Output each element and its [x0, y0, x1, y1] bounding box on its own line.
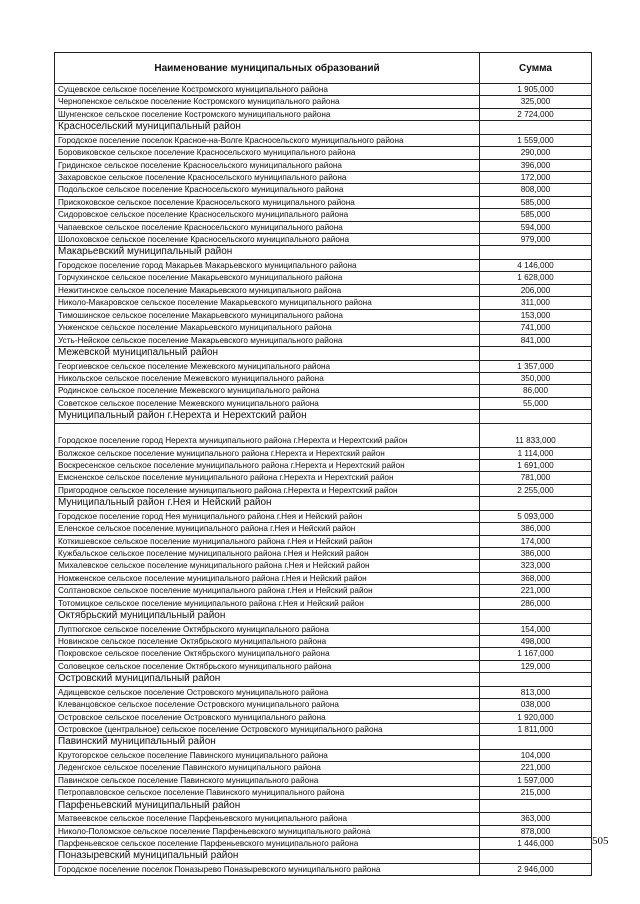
- table-row: [55, 147, 592, 159]
- amount-cell: 396,000: [480, 159, 592, 171]
- table-row: [55, 397, 592, 409]
- municipality-name-cell: Адищевское сельское поселение Островского муниципального района: [55, 686, 480, 698]
- amount-cell: 1 691,000: [480, 459, 592, 471]
- amount-cell: 1 597,000: [480, 774, 592, 786]
- page-number: 505: [592, 835, 609, 847]
- table-row: [55, 196, 592, 208]
- municipality-name-cell: Усть-Нейское сельское поселение Макарьевского муниципального района: [55, 334, 480, 346]
- district-name-cell: Поназыревский муниципальный район: [55, 850, 480, 864]
- table-row: [55, 585, 592, 597]
- district-group-row: [55, 799, 592, 813]
- district-name-cell: Парфеньевский муниципальный район: [55, 799, 480, 813]
- table-row: [55, 234, 592, 246]
- table-row: [55, 838, 592, 850]
- amount-cell: 841,000: [480, 334, 592, 346]
- municipal-sums-table: [54, 52, 592, 876]
- table-row: [55, 459, 592, 471]
- amount-cell: 2 946,000: [480, 864, 592, 876]
- amount-cell: 153,000: [480, 309, 592, 321]
- municipality-name-cell: Покровское сельское поселение Октябрьского муниципального района: [55, 648, 480, 660]
- municipality-name-cell: Емсненское сельское поселение муниципального района г.Нерехта и Нерехтский район: [55, 472, 480, 484]
- amount-cell: 350,000: [480, 372, 592, 384]
- amount-cell: [480, 673, 592, 687]
- table-row: [55, 84, 592, 96]
- amount-cell: 1 905,000: [480, 84, 592, 96]
- table-header-row: [55, 53, 592, 84]
- municipality-name-cell: Захаровское сельское поселение Красносельского муниципального района: [55, 172, 480, 184]
- amount-cell: 104,000: [480, 750, 592, 762]
- municipality-name-cell: Николо-Макаровское сельское поселение Макарьевского муниципального района: [55, 297, 480, 309]
- municipality-name-cell: Соловецкое сельское поселение Октябрьского муниципального района: [55, 660, 480, 672]
- table-row: [55, 724, 592, 736]
- district-name-cell: Островский муниципальный район: [55, 673, 480, 687]
- amount-cell: 979,000: [480, 234, 592, 246]
- table-row: [55, 134, 592, 146]
- amount-cell: 221,000: [480, 585, 592, 597]
- table-row: [55, 221, 592, 233]
- table-row: [55, 260, 592, 272]
- municipality-name-cell: Тотомицкое сельское поселение муниципального района г.Нея и Нейский район: [55, 597, 480, 609]
- amount-cell: 594,000: [480, 221, 592, 233]
- district-name-cell: Павинский муниципальный район: [55, 736, 480, 750]
- column-header-sum: Сумма: [480, 53, 592, 84]
- amount-cell: 878,000: [480, 825, 592, 837]
- municipality-name-cell: Парфеньевское сельское поселение Парфеньевского муниципального района: [55, 838, 480, 850]
- municipality-name-cell: Шолоховское сельское поселение Красносельского муниципального района: [55, 234, 480, 246]
- amount-cell: 129,000: [480, 660, 592, 672]
- municipality-name-cell: Городское поселение поселок Красное-на-Волге Красносельского муниципального района: [55, 134, 480, 146]
- municipality-name-cell: Кужбальское сельское поселение муниципального района г.Нея и Нейский район: [55, 547, 480, 559]
- amount-cell: 2 724,000: [480, 108, 592, 120]
- table-row: [55, 423, 592, 447]
- amount-cell: 1 628,000: [480, 272, 592, 284]
- table-row: [55, 623, 592, 635]
- table-row: [55, 787, 592, 799]
- municipality-name-cell: Подольское сельское поселение Красносельского муниципального района: [55, 184, 480, 196]
- municipality-name-cell: Шунгенское сельское поселение Костромского муниципального района: [55, 108, 480, 120]
- amount-cell: 55,000: [480, 397, 592, 409]
- table-row: [55, 523, 592, 535]
- municipality-name-cell: Михалевское сельское поселение муниципального района г.Нея и Нейский район: [55, 560, 480, 572]
- municipality-name-cell: Павинское сельское поселение Павинского муниципального района: [55, 774, 480, 786]
- municipality-name-cell: Крутогорское сельское поселение Павинского муниципального района: [55, 750, 480, 762]
- table-row: [55, 547, 592, 559]
- amount-cell: 386,000: [480, 523, 592, 535]
- amount-cell: 325,000: [480, 96, 592, 108]
- amount-cell: 2 255,000: [480, 484, 592, 496]
- table-row: [55, 272, 592, 284]
- table-row: [55, 385, 592, 397]
- municipality-name-cell: Коткишевское сельское поселение муниципального района г.Нея и Нейский район: [55, 535, 480, 547]
- amount-cell: 4 146,000: [480, 260, 592, 272]
- table-row: [55, 711, 592, 723]
- table-row: [55, 159, 592, 171]
- table-row: [55, 172, 592, 184]
- district-group-row: [55, 410, 592, 424]
- municipality-name-cell: Волжское сельское поселение муниципального района г.Нерехта и Нерехтский район: [55, 447, 480, 459]
- table-row: [55, 297, 592, 309]
- table-row: [55, 648, 592, 660]
- amount-cell: 1 167,000: [480, 648, 592, 660]
- table-row: [55, 334, 592, 346]
- municipality-name-cell: Георгиевское сельское поселение Межевского муниципального района: [55, 360, 480, 372]
- municipality-name-cell: Еленское сельское поселение муниципального района г.Нея и Нейский район: [55, 523, 480, 535]
- amount-cell: [480, 346, 592, 360]
- amount-cell: 311,000: [480, 297, 592, 309]
- document-page: [54, 52, 591, 876]
- amount-cell: [480, 121, 592, 135]
- table-row: [55, 762, 592, 774]
- table-row: [55, 660, 592, 672]
- table-row: [55, 699, 592, 711]
- municipality-name-cell: Городское поселение город Макарьев Макарьевского муниципального района: [55, 260, 480, 272]
- amount-cell: 86,000: [480, 385, 592, 397]
- amount-cell: [480, 410, 592, 424]
- amount-cell: 368,000: [480, 572, 592, 584]
- municipality-name-cell: Матвеевское сельское поселение Парфеньевского муниципального района: [55, 813, 480, 825]
- municipality-name-cell: Пригородное сельское поселение муниципального района г.Нерехта и Нерехтский район: [55, 484, 480, 496]
- municipality-name-cell: Островское сельское поселение Островского муниципального района: [55, 711, 480, 723]
- district-group-row: [55, 850, 592, 864]
- municipality-name-cell: Клеванцовское сельское поселение Островского муниципального района: [55, 699, 480, 711]
- municipality-name-cell: Островское (центральное) сельское поселение Островского муниципального района: [55, 724, 480, 736]
- table-row: [55, 864, 592, 876]
- amount-cell: 1 920,000: [480, 711, 592, 723]
- amount-cell: [480, 799, 592, 813]
- amount-cell: 038,000: [480, 699, 592, 711]
- district-name-cell: Макарьевский муниципальный район: [55, 246, 480, 260]
- municipality-name-cell: Сущевское сельское поселение Костромского муниципального района: [55, 84, 480, 96]
- table-row: [55, 572, 592, 584]
- table-row: [55, 372, 592, 384]
- municipality-name-cell: Гридинское сельское поселение Красносельского муниципального района: [55, 159, 480, 171]
- district-group-row: [55, 736, 592, 750]
- amount-cell: 498,000: [480, 635, 592, 647]
- municipality-name-cell: Никольское сельское поселение Межевского муниципального района: [55, 372, 480, 384]
- table-row: [55, 96, 592, 108]
- municipality-name-cell: Нежитинское сельское поселение Макарьевского муниципального района: [55, 284, 480, 296]
- district-group-row: [55, 609, 592, 623]
- table-row: [55, 597, 592, 609]
- table-row: [55, 560, 592, 572]
- table-row: [55, 284, 592, 296]
- municipality-name-cell: Чапаевское сельское поселение Красносельского муниципального района: [55, 221, 480, 233]
- table-row: [55, 360, 592, 372]
- table-row: [55, 825, 592, 837]
- amount-cell: 363,000: [480, 813, 592, 825]
- table-row: [55, 209, 592, 221]
- district-group-row: [55, 246, 592, 260]
- district-name-cell: Муниципальный район г.Нея и Нейский район: [55, 497, 480, 511]
- municipality-name-cell: Тимошинское сельское поселение Макарьевского муниципального района: [55, 309, 480, 321]
- municipality-name-cell: Городское поселение город Нерехта муниципального района г.Нерехта и Нерехтский район: [55, 423, 480, 447]
- amount-cell: 206,000: [480, 284, 592, 296]
- amount-cell: [480, 609, 592, 623]
- municipality-name-cell: Петропавловское сельское поселение Павинского муниципального района: [55, 787, 480, 799]
- amount-cell: 154,000: [480, 623, 592, 635]
- amount-cell: 215,000: [480, 787, 592, 799]
- municipality-name-cell: Николо-Поломское сельское поселение Парфеньевского муниципального района: [55, 825, 480, 837]
- amount-cell: 1 811,000: [480, 724, 592, 736]
- municipality-name-cell: Луптюгское сельское поселение Октябрьского муниципального района: [55, 623, 480, 635]
- amount-cell: 585,000: [480, 209, 592, 221]
- district-group-row: [55, 497, 592, 511]
- district-group-row: [55, 121, 592, 135]
- amount-cell: 1 114,000: [480, 447, 592, 459]
- amount-cell: 174,000: [480, 535, 592, 547]
- amount-cell: [480, 246, 592, 260]
- table-row: [55, 774, 592, 786]
- amount-cell: 1 446,000: [480, 838, 592, 850]
- municipality-name-cell: Советское сельское поселение Межевского муниципального района: [55, 397, 480, 409]
- amount-cell: [480, 736, 592, 750]
- amount-cell: [480, 850, 592, 864]
- table-row: [55, 309, 592, 321]
- municipality-name-cell: Городское поселение город Нея муниципального района г.Нея и Нейский район: [55, 510, 480, 522]
- municipality-name-cell: Леденгское сельское поселение Павинского муниципального района: [55, 762, 480, 774]
- amount-cell: 386,000: [480, 547, 592, 559]
- table-row: [55, 484, 592, 496]
- municipality-name-cell: Прискоковское сельское поселение Красносельского муниципального района: [55, 196, 480, 208]
- table-row: [55, 813, 592, 825]
- amount-cell: 813,000: [480, 686, 592, 698]
- table-row: [55, 184, 592, 196]
- district-name-cell: Межевской муниципальный район: [55, 346, 480, 360]
- amount-cell: 221,000: [480, 762, 592, 774]
- municipality-name-cell: Родинское сельское поселение Межевского муниципального района: [55, 385, 480, 397]
- amount-cell: 585,000: [480, 196, 592, 208]
- table-row: [55, 322, 592, 334]
- amount-cell: [480, 497, 592, 511]
- municipality-name-cell: Солтановское сельское поселение муниципального района г.Нея и Нейский район: [55, 585, 480, 597]
- district-name-cell: Октябрьский муниципальный район: [55, 609, 480, 623]
- table-row: [55, 510, 592, 522]
- column-header-name: Наименование муниципальных образований: [55, 53, 480, 84]
- amount-cell: 1 559,000: [480, 134, 592, 146]
- amount-cell: 11 833,000: [480, 423, 592, 447]
- table-body: [55, 84, 592, 876]
- municipality-name-cell: Чернопенское сельское поселение Костромского муниципального района: [55, 96, 480, 108]
- amount-cell: 781,000: [480, 472, 592, 484]
- municipality-name-cell: Воскресенское сельское поселение муниципального района г.Нерехта и Нерехтский район: [55, 459, 480, 471]
- table-row: [55, 472, 592, 484]
- amount-cell: 286,000: [480, 597, 592, 609]
- amount-cell: 290,000: [480, 147, 592, 159]
- table-row: [55, 750, 592, 762]
- district-group-row: [55, 346, 592, 360]
- municipality-name-cell: Унженское сельское поселение Макарьевского муниципального района: [55, 322, 480, 334]
- district-group-row: [55, 673, 592, 687]
- amount-cell: 5 093,000: [480, 510, 592, 522]
- table-row: [55, 447, 592, 459]
- table-row: [55, 108, 592, 120]
- amount-cell: 1 357,000: [480, 360, 592, 372]
- amount-cell: 741,000: [480, 322, 592, 334]
- amount-cell: 808,000: [480, 184, 592, 196]
- district-name-cell: Муниципальный район г.Нерехта и Нерехтский район: [55, 410, 480, 424]
- amount-cell: 323,000: [480, 560, 592, 572]
- municipality-name-cell: Городское поселение поселок Поназырево Поназыревского муниципального района: [55, 864, 480, 876]
- amount-cell: 172,000: [480, 172, 592, 184]
- table-row: [55, 535, 592, 547]
- municipality-name-cell: Горчухинское сельское поселение Макарьевского муниципального района: [55, 272, 480, 284]
- municipality-name-cell: Номженское сельское поселение муниципального района г.Нея и Нейский район: [55, 572, 480, 584]
- municipality-name-cell: Новинское сельское поселение Октябрьского муниципального района: [55, 635, 480, 647]
- table-row: [55, 635, 592, 647]
- table-row: [55, 686, 592, 698]
- municipality-name-cell: Боровиковское сельское поселение Красносельского муниципального района: [55, 147, 480, 159]
- municipality-name-cell: Сидоровское сельское поселение Красносельского муниципального района: [55, 209, 480, 221]
- district-name-cell: Красносельский муниципальный район: [55, 121, 480, 135]
